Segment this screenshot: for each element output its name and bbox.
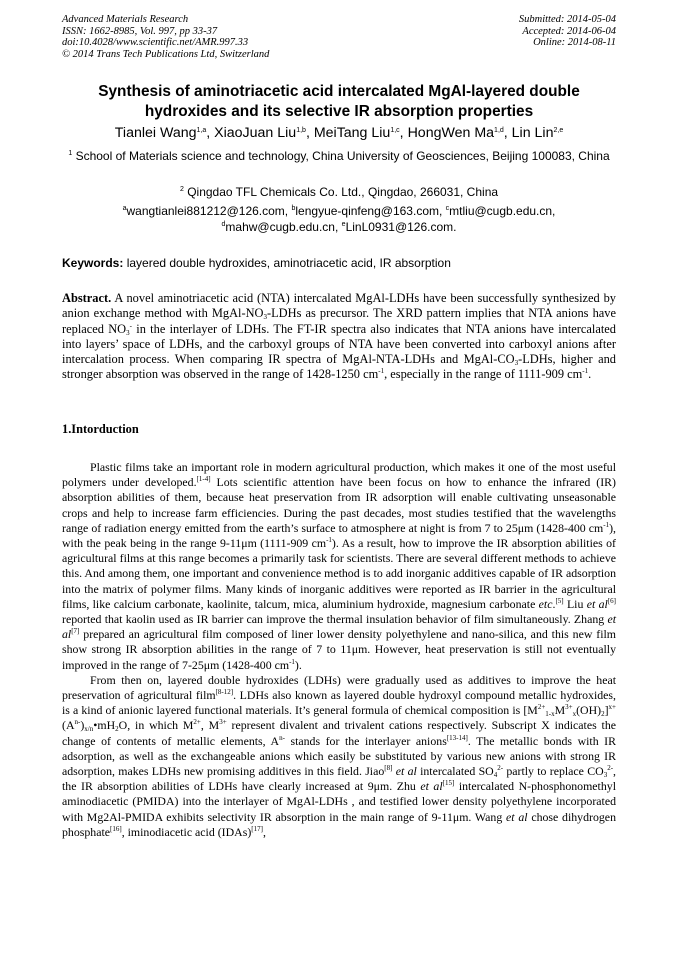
email-link[interactable]: wangtianlei881212@126.com, xyxy=(126,204,292,218)
affiliation-2: $^2$ Qingdao TFL Chemicals Co. Ltd., Qingdao, 266031, China xyxy=(179,185,499,199)
email-link[interactable]: LinL0931@126.com. xyxy=(345,219,457,234)
email-line-1: $^a$wangtianlei881212@126.com, $^b$lengyue-qinfeng@163.com, $^c$mtliu@cugb.edu.cn, xyxy=(122,204,556,218)
keywords xyxy=(62,256,616,271)
accepted-date: Accepted: 2014-06-04 xyxy=(522,25,616,37)
section-heading: 1.Intorduction xyxy=(62,422,139,436)
affiliation-1: $^1$ School of Materials science and technology, China University of Geosciences, Beijing 100083, China xyxy=(68,149,610,163)
author-name: HongWen Ma xyxy=(407,125,495,141)
journal-name: Advanced Materials Research xyxy=(62,14,189,25)
abstract xyxy=(62,291,616,383)
keywords-text: layered double hydroxides, aminotriacetic acid, IR absorption xyxy=(123,256,451,270)
author-superscript: 1,d xyxy=(494,127,504,134)
introduction-body xyxy=(62,460,616,840)
author-name: Lin Lin xyxy=(511,125,554,141)
doi-line: doi:10.4028/www.scientific.net/AMR.997.33 xyxy=(62,37,249,48)
keywords-label: Keywords: xyxy=(62,256,124,270)
author-superscript: 1,c xyxy=(390,127,400,134)
author-superscript: 1,b xyxy=(296,127,306,134)
paragraph: From then on, layered double hydroxides (LDHs) were gradually used as additives to improve the heat preservation of agricultural film[8-12]. LDHs also known as layered double hydroxyl compound metallic hydroxides, is a kind of anionic layered functional materials. It’s general formula of chemical composition is $[M^{2+}_{1-x}M^{3+}_x(OH)_2]^{x+}(A^{n-})_{x/n}•mH_2O$, in which $M^{2+}$, $M^{3+}$ represent divalent and trivalent cations respectively. Subscript X indicates the change of contents of metallic elements, $A^{n-}$ stands for the interlayer anions[13-14]. The metallic bonds with IR adsorption, as well as the exchangeable anions which easily be substituted by various new anions with strong IR adsorption, makes LDHs new promising additives in this field. Jiao[8] et al intercalated $SO_4^{2-}$ partly to replace $CO_3^{2-}$, the IR absorption abilities of LDHs have clearly increased at 9μm. Zhu et al[15] intercalated N-phosphonomethyl aminodiacetic (PMIDA) into the interlayer of MgAl-LDHs , and testified lower density polyethylene incorporated with Mg2Al-PMIDA exhibits selectivity IR absorption in the main range of 9-11μm. Wang et al chose dihydrogen phosphate[16], iminodiacetic acid (IDAs)[17], xyxy=(62,672,617,839)
paper-title: Synthesis of aminotriacetic acid intercalated MgAl-layered double hydroxides and its selective IR absorption properties xyxy=(98,83,580,120)
email-link[interactable]: mahw@cugb.edu.cn, xyxy=(225,219,342,234)
online-date: Online: 2014-08-11 xyxy=(533,37,616,48)
author-superscript: 2,e xyxy=(553,127,564,134)
abstract-text: A novel aminotriacetic acid (NTA) intercalated MgAl-LDHs have been successfully synthesized by anion exchange method with MgAl-$NO_3$-LDHs as precursor. The XRD pattern implies that NTA anions have replaced $NO_3^-$ in the interlayer of LDHs. The FT-IR spectra also indicates that NTA anions have intercalated into layers’ space of LDHs, and the carboxyl groups of NTA have been converted into carboxyl anions after intercalation process. When comparing IR spectra of MgAl-NTA-LDHs and MgAl-$CO_3$-LDHs, higher and stronger absorption was observed in the range of 1428-1250 $cm^{-1}$, especially in the range of 1111-909 $cm^{-1}$. xyxy=(62,291,616,382)
author-emails xyxy=(62,204,616,235)
submitted-date: Submitted: 2014-05-04 xyxy=(518,14,616,25)
abstract-label: Abstract. xyxy=(62,291,112,305)
author-name: MeiTang Liu xyxy=(313,125,391,141)
email-line-2: $^d$mahw@cugb.edu.cn, $^e$LinL0931@126.com. xyxy=(221,219,457,234)
issn-line: ISSN: 1662-8985, Vol. 997, pp 33-37 xyxy=(62,25,218,37)
submission-dates xyxy=(519,14,616,49)
email-link[interactable]: mtliu@cugb.edu.cn, xyxy=(449,204,556,218)
copyright-line: © 2014 Trans Tech Publications Ltd, Switzerland xyxy=(62,48,270,60)
paragraph: Plastic films take an important role in modern agricultural production, which makes it one of the most useful polymers under developed.[1-4] Lots scientific attention have been focus on how to enhance the infrared (IR) absorption abilities of them, because heat preservation from IR adsorption will enable cultivating unseasonable crops and help to increase farm efficiencies. During the past decades, most studies testified that the wavelengths range of radiation energy emitted from the earth’s surface to atmosphere at night is from 7 to 25μm (1428-400 $cm^{-1}$), with the peak being in the range 9-11μm (1111-909 $cm^{-1}$). As a result, how to improve the IR absorption abilities of agricultural films at this range becomes a primarily task for scientists. There are several different methods to achieve this. And among them, one important and convenience method is to add inorganic additives capable of IR adsorption into the matrix of polymer films. Many kinds of inorganic additives were reported as IR barrier in the agricultural films, like calcium carbonate, kaolinite, talcum, mica, aluminium hydroxide, magnesium carbonate etc.[5] Liu et al[6] reported that kaolin used as IR barrier can improve the thermal insulation behavior of film simultaneously. Zhang et al[7] prepared an agricultural film composed of liner lower density polyethylene and nano-silica, and this new film show strong IR absorption abilities in the range of 7 to 11μm. However, heat preservation is still not eventually improved in the range of 7-25μm (1428-400 $cm^{-1}$). xyxy=(62,460,616,672)
author-name: Tianlei Wang xyxy=(114,125,197,141)
journal-info xyxy=(62,14,269,60)
author-list: Tianlei Wang$^{1,a}$, XiaoJuan Liu$^{1,b}$, MeiTang Liu$^{1,c}$, HongWen Ma$^{1,d}$, Lin Lin$^{2,e}$ xyxy=(114,125,564,141)
email-link[interactable]: lengyue-qinfeng@163.com, xyxy=(295,204,446,218)
author-name: XiaoJuan Liu xyxy=(214,125,297,141)
author-superscript: 1,a xyxy=(196,127,207,134)
